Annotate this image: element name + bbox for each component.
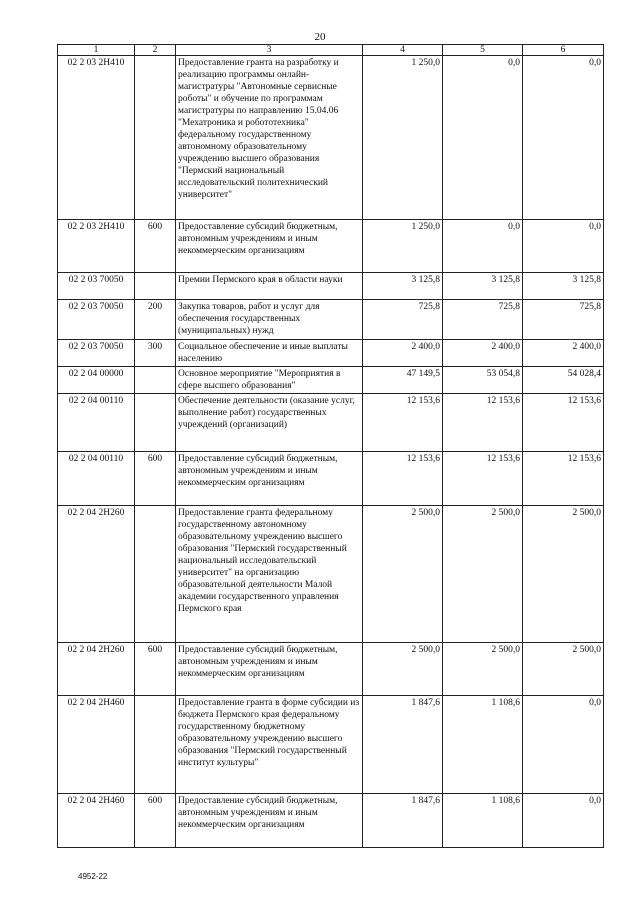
amount-year-3: 725,8 bbox=[523, 300, 604, 340]
amount-year-2: 2 400,0 bbox=[443, 340, 523, 367]
amount-year-1: 3 125,8 bbox=[363, 273, 443, 300]
page-number: 20 bbox=[314, 31, 326, 43]
amount-year-3: 0,0 bbox=[523, 794, 604, 848]
amount-year-1: 12 153,6 bbox=[363, 394, 443, 452]
expense-type-code bbox=[135, 367, 176, 394]
document-code: 4952-22 bbox=[78, 872, 108, 881]
expense-type-code bbox=[135, 696, 176, 794]
amount-year-2: 3 125,8 bbox=[443, 273, 523, 300]
column-header: 3 bbox=[176, 45, 363, 56]
expense-name: Социальное обеспечение и иные выплаты населению bbox=[176, 340, 363, 367]
target-article-code: 02 2 03 2Н410 bbox=[58, 56, 135, 220]
expense-type-code: 600 bbox=[135, 452, 176, 506]
target-article-code: 02 2 04 2Н460 bbox=[58, 794, 135, 848]
target-article-code: 02 2 04 2Н460 bbox=[58, 696, 135, 794]
expense-type-code: 600 bbox=[135, 220, 176, 273]
table-row bbox=[58, 452, 604, 506]
expense-name: Предоставление гранта на разработку и реализацию программы онлайн-магистратуры "Автономные сервисные роботы" и обучение по программам магистратуры по направлению 15.04.06 "Мехатроника и робототехника" федеральному государственному автономному образовательному учреждению высшего образования "Пермский национальный исследовательский политехнический университет" bbox=[176, 56, 363, 220]
amount-year-3: 12 153,6 bbox=[523, 394, 604, 452]
table-row bbox=[58, 340, 604, 367]
amount-year-2: 1 108,6 bbox=[443, 794, 523, 848]
amount-year-1: 1 250,0 bbox=[363, 56, 443, 220]
table-row bbox=[58, 300, 604, 340]
table-header-row bbox=[58, 45, 604, 56]
amount-year-2: 0,0 bbox=[443, 220, 523, 273]
expense-name: Премии Пермского края в области науки bbox=[176, 273, 363, 300]
table-row bbox=[58, 367, 604, 394]
amount-year-2: 1 108,6 bbox=[443, 696, 523, 794]
target-article-code: 02 2 03 70050 bbox=[58, 273, 135, 300]
amount-year-2: 2 500,0 bbox=[443, 643, 523, 696]
expense-type-code bbox=[135, 273, 176, 300]
amount-year-3: 0,0 bbox=[523, 696, 604, 794]
amount-year-1: 12 153,6 bbox=[363, 452, 443, 506]
expense-type-code bbox=[135, 394, 176, 452]
amount-year-1: 1 250,0 bbox=[363, 220, 443, 273]
amount-year-3: 3 125,8 bbox=[523, 273, 604, 300]
amount-year-1: 1 847,6 bbox=[363, 696, 443, 794]
table-row bbox=[58, 273, 604, 300]
expense-name: Предоставление гранта федеральному государственному автономному образовательному учреждению высшего образования "Пермский государственный национальный исследовательский университет" на организацию образовательной деятельности Малой академии государственного управления Пермского края bbox=[176, 506, 363, 643]
budget-table bbox=[57, 44, 604, 848]
amount-year-1: 2 400,0 bbox=[363, 340, 443, 367]
amount-year-1: 2 500,0 bbox=[363, 506, 443, 643]
amount-year-3: 2 400,0 bbox=[523, 340, 604, 367]
expense-name: Предоставление субсидий бюджетным, автономным учреждениям и иным некоммерческим организациям bbox=[176, 220, 363, 273]
target-article-code: 02 2 04 2Н260 bbox=[58, 506, 135, 643]
target-article-code: 02 2 04 2Н260 bbox=[58, 643, 135, 696]
expense-type-code: 600 bbox=[135, 794, 176, 848]
target-article-code: 02 2 03 70050 bbox=[58, 300, 135, 340]
amount-year-2: 0,0 bbox=[443, 56, 523, 220]
column-header: 6 bbox=[523, 45, 604, 56]
amount-year-2: 2 500,0 bbox=[443, 506, 523, 643]
amount-year-3: 0,0 bbox=[523, 220, 604, 273]
amount-year-1: 47 149,5 bbox=[363, 367, 443, 394]
table-row bbox=[58, 220, 604, 273]
expense-name: Предоставление субсидий бюджетным, автономным учреждениям и иным некоммерческим организациям bbox=[176, 643, 363, 696]
column-header: 5 bbox=[443, 45, 523, 56]
table-row bbox=[58, 56, 604, 220]
expense-name: Основное мероприятие "Мероприятия в сфере высшего образования" bbox=[176, 367, 363, 394]
expense-name: Закупка товаров, работ и услуг для обеспечения государственных (муниципальных) нужд bbox=[176, 300, 363, 340]
amount-year-3: 2 500,0 bbox=[523, 506, 604, 643]
amount-year-2: 53 054,8 bbox=[443, 367, 523, 394]
column-header: 1 bbox=[58, 45, 135, 56]
column-header: 4 bbox=[363, 45, 443, 56]
target-article-code: 02 2 03 70050 bbox=[58, 340, 135, 367]
target-article-code: 02 2 04 00110 bbox=[58, 394, 135, 452]
table-row bbox=[58, 696, 604, 794]
expense-name: Обеспечение деятельности (оказание услуг, выполнение работ) государственных учреждений (организаций) bbox=[176, 394, 363, 452]
target-article-code: 02 2 04 00000 bbox=[58, 367, 135, 394]
table-row bbox=[58, 506, 604, 643]
expense-name: Предоставление субсидий бюджетным, автономным учреждениям и иным некоммерческим организациям bbox=[176, 794, 363, 848]
column-header: 2 bbox=[135, 45, 176, 56]
amount-year-1: 725,8 bbox=[363, 300, 443, 340]
amount-year-2: 12 153,6 bbox=[443, 452, 523, 506]
expense-type-code: 300 bbox=[135, 340, 176, 367]
amount-year-1: 2 500,0 bbox=[363, 643, 443, 696]
table-row bbox=[58, 394, 604, 452]
amount-year-3: 12 153,6 bbox=[523, 452, 604, 506]
table-row bbox=[58, 643, 604, 696]
amount-year-3: 54 028,4 bbox=[523, 367, 604, 394]
expense-type-code bbox=[135, 56, 176, 220]
expense-name: Предоставление субсидий бюджетным, автономным учреждениям и иным некоммерческим организациям bbox=[176, 452, 363, 506]
amount-year-3: 0,0 bbox=[523, 56, 604, 220]
target-article-code: 02 2 04 00110 bbox=[58, 452, 135, 506]
expense-type-code: 200 bbox=[135, 300, 176, 340]
expense-name: Предоставление гранта в форме субсидии из бюджета Пермского края федеральному государственному бюджетному образовательному учреждению высшего образования "Пермский государственный институт культуры" bbox=[176, 696, 363, 794]
amount-year-2: 12 153,6 bbox=[443, 394, 523, 452]
amount-year-1: 1 847,6 bbox=[363, 794, 443, 848]
expense-type-code bbox=[135, 506, 176, 643]
amount-year-2: 725,8 bbox=[443, 300, 523, 340]
amount-year-3: 2 500,0 bbox=[523, 643, 604, 696]
target-article-code: 02 2 03 2Н410 bbox=[58, 220, 135, 273]
table-row bbox=[58, 794, 604, 848]
expense-type-code: 600 bbox=[135, 643, 176, 696]
